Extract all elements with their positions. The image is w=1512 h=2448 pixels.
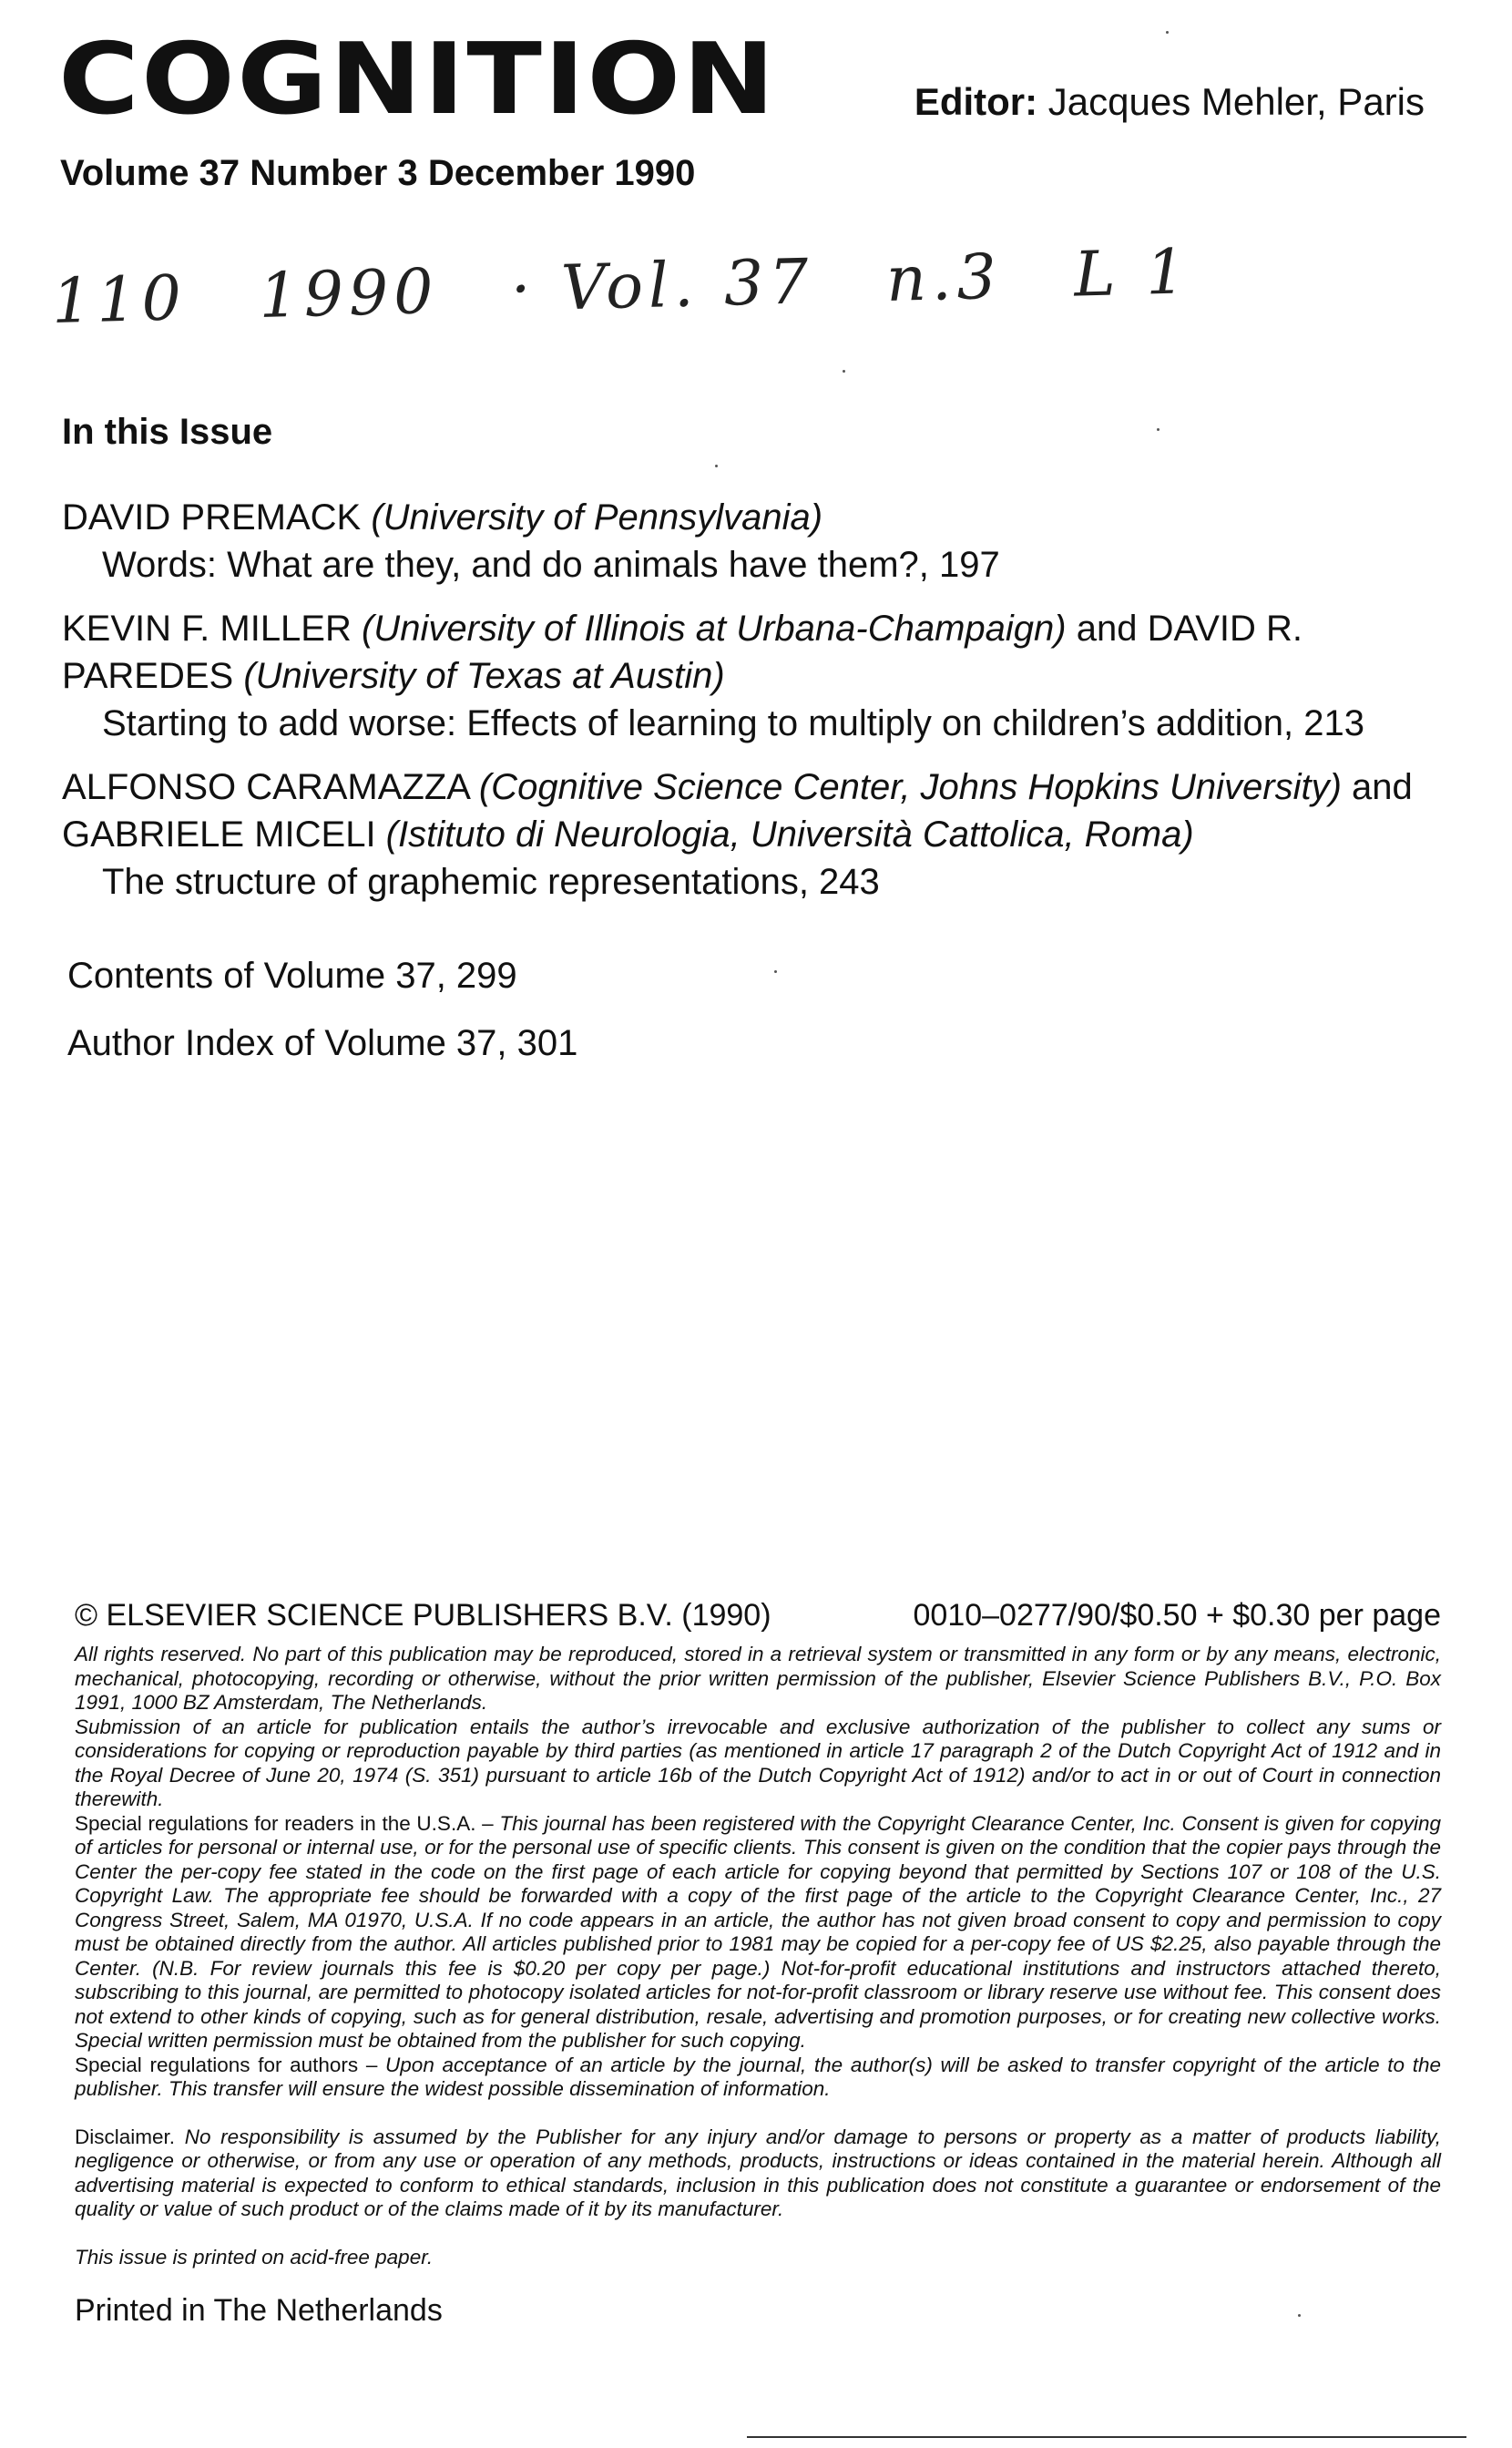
author-name: KEVIN F. MILLER xyxy=(62,609,362,649)
author-name: and DAVID R. PAREDES xyxy=(62,609,1303,696)
hand-item-2: 1990 xyxy=(258,255,440,333)
author-affiliation: (University of Pennsylvania) xyxy=(371,497,823,538)
issn-code: 0010–0277/90/$0.50 + $0.30 per page xyxy=(913,1598,1441,1633)
scan-speck xyxy=(1157,428,1160,431)
hand-item-4: n.3 xyxy=(884,241,1003,316)
toc-entry xyxy=(62,763,1446,906)
editor-name: Jacques Mehler, Paris xyxy=(1047,80,1425,123)
toc-entry xyxy=(62,605,1446,747)
printed-in: Printed in The Netherlands xyxy=(75,2293,443,2328)
entry-authors xyxy=(62,494,1446,541)
disclaimer xyxy=(75,2125,1441,2222)
copyright-line xyxy=(75,1598,1441,1634)
editor-label: Editor: xyxy=(914,80,1038,123)
journal-logo: COGNITION xyxy=(58,23,777,137)
legal-footer xyxy=(75,1598,1441,2329)
scan-speck xyxy=(843,370,845,373)
contents-of-volume: Contents of Volume 37, 299 xyxy=(67,956,517,996)
entry-title: Words: What are they, and do animals have them?, 197 xyxy=(102,545,1000,585)
author-name: ALFONSO CARAMAZZA xyxy=(62,767,479,807)
entry-authors xyxy=(62,605,1446,700)
hand-item-3: · Vol. 37 xyxy=(509,246,815,326)
volume-extras xyxy=(67,942,577,1077)
hand-item-5: L 1 xyxy=(1073,236,1192,312)
submission-paragraph: Submission of an article for publication entails the author’s irrevocable and exclusive authorization of the publisher to collect any sums or considerations for copying or reproduction payable by third parties (as mentioned in article 17 paragraph 2 of the Dutch Copyright Act of 1912 and in the Royal Decree of June 20, 1974 (S. 351) pursuant to article 16b of the Dutch Copyright Act of 1912) and/or to act in or out of Court in connection therewith. xyxy=(75,1715,1441,1810)
author-regulations-text: Upon acceptance of an article by the journal, the author(s) will be asked to transfer copyright of the article to the publisher. This transfer will ensure the widest possible dissemination of information. xyxy=(75,2053,1442,2100)
disclaimer-label: Disclaimer. xyxy=(75,2125,176,2148)
hand-item-1: 110 xyxy=(51,262,188,338)
entry-authors xyxy=(62,763,1446,858)
author-name: DAVID PREMACK xyxy=(62,497,372,538)
author-affiliation: (Istituto di Neurologia, Università Cattolica, Roma) xyxy=(385,814,1194,855)
author-affiliation: (University of Illinois at Urbana-Champaign) xyxy=(361,609,1067,649)
disclaimer-text: No responsibility is assumed by the Publisher for any injury and/or damage to persons or property as a matter of products liability, negligence or otherwise, or from any use or operation of any methods, products, instructions or ideas contained in the material herein. Although all advertising material is expected to conform to ethical standards, inclusion in this publication does not constitute a guarantee or endorsement of the quality or value of such product or of the claims made of it by its manufacturer. xyxy=(75,2125,1441,2220)
toc-entry xyxy=(62,494,1446,589)
author-affiliation: (University of Texas at Austin) xyxy=(243,656,725,696)
scan-speck xyxy=(774,970,777,973)
entry-title: The structure of graphemic representations, 243 xyxy=(102,862,880,902)
author-affiliation: (Cognitive Science Center, Johns Hopkins University) xyxy=(478,767,1342,807)
scan-speck xyxy=(1298,2314,1301,2317)
scan-speck xyxy=(715,465,718,467)
scan-speck xyxy=(1166,31,1169,34)
in-this-issue-heading: In this Issue xyxy=(62,412,273,452)
author-regulations-label: Special regulations for authors – xyxy=(75,2053,378,2076)
editor-line xyxy=(914,80,1425,124)
usa-regulations-text: This journal has been registered with the Copyright Clearance Center, Inc. Consent is given for copying of articles for personal or internal use, or for the personal use of specific clients. This consent is given on the condition that the copier pays through the Center the per-copy fee stated in the code on the first page of each article for copying beyond that permitted by Sections 107 or 108 of the U.S. Copyright Law. The appropriate fee should be forwarded with a copy of the first page of the article to the Copyright Clearance Center, Inc., 27 Congress Street, Salem, MA 01970, U.S.A. If no code appears in an article, the author has not given broad consent to copy and permission to copy must be obtained directly from the author. All articles published prior to 1981 may be copied for a per-copy fee of US $2.25, also payable through the Center. (N.B. For review journals this fee is $0.20 per copy per page.) Not-for-profit educational institutions and instructors attached thereto, subscribing to this journal, are permitted to photocopy isolated articles for not-for-profit classroom or library reserve use without fee. This consent does not extend to other kinds of copying, such as for general distribution, resale, advertising and promotion purposes, or for creating new collective works. Special written permission must be obtained from the publisher for such copying. xyxy=(75,1811,1441,2052)
author-name: and GABRIELE MICELI xyxy=(62,767,1413,855)
usa-regulations xyxy=(75,1812,1441,2054)
volume-line: Volume 37 Number 3 December 1990 xyxy=(60,153,696,193)
acid-free-note: This issue is printed on acid-free paper. xyxy=(75,2245,434,2269)
bottom-rule xyxy=(747,2436,1466,2438)
copyright-notice: © ELSEVIER SCIENCE PUBLISHERS B.V. (1990) xyxy=(75,1598,771,1633)
author-regulations xyxy=(75,2054,1441,2102)
entry-title: Starting to add worse: Effects of learning to multiply on children’s addition, 213 xyxy=(102,703,1364,743)
rights-paragraph: All rights reserved. No part of this publication may be reproduced, stored in a retrieval system or transmitted in any form or by any means, electronic, mechanical, photocopying, recording or otherwise, without the prior written permission of the publisher, Elsevier Science Publishers B.V., P.O. Box 1991, 1000 BZ Amsterdam, The Netherlands. xyxy=(75,1643,1441,1714)
issue-contents xyxy=(62,494,1446,922)
usa-regulations-label: Special regulations for readers in the U.S.A. – xyxy=(75,1811,494,1835)
author-index: Author Index of Volume 37, 301 xyxy=(67,1023,578,1063)
handwritten-annotation xyxy=(51,235,1239,338)
